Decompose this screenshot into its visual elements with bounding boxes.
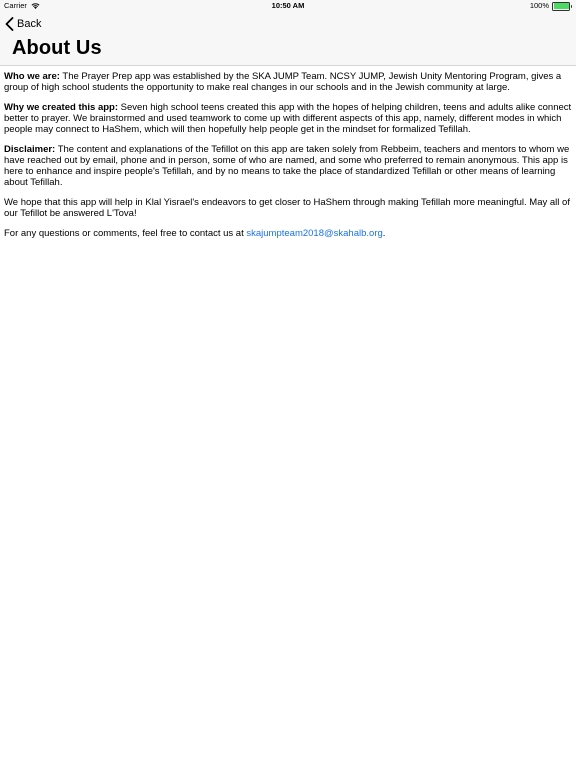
disclaimer-paragraph <box>4 144 572 188</box>
battery-fill <box>554 3 569 9</box>
why-created-paragraph <box>4 102 572 135</box>
status-bar <box>0 0 576 12</box>
battery-icon <box>552 2 572 11</box>
contact-prefix: For any questions or comments, feel free to contact us at <box>4 228 247 239</box>
contact-suffix: . <box>382 228 386 239</box>
disclaimer-label: Disclaimer: <box>4 144 56 155</box>
status-time: 10:50 AM <box>271 1 305 10</box>
who-we-are-text: The Prayer Prep app was established by the SKA JUMP Team. NCSY JUMP, Jewish Unity Mentoring Program, gives a group of high school students the opportunity to make real changes in our schools and in the Jewish community at large. <box>4 71 562 93</box>
page-title: About Us <box>12 37 102 59</box>
chevron-left-icon <box>5 17 14 31</box>
back-label: Back <box>17 17 42 30</box>
battery-percent: 100% <box>529 1 549 10</box>
hope-paragraph: We hope that this app will help in Klal Yisrael's endeavors to get closer to HaShem through making Tefillah more meaningful. May all of our Tefillot be answered L'Tova! <box>4 197 570 219</box>
contact-email-link[interactable]: skajumpteam2018@skahalb.org <box>246 228 383 239</box>
who-we-are-label: Who we are: <box>4 71 60 82</box>
who-we-are-paragraph <box>4 71 572 93</box>
why-created-label: Why we created this app: <box>4 102 119 113</box>
about-content <box>4 71 572 248</box>
why-created-text: Seven high school teens created this app with the hopes of helping children, teens and adults alike connect better to prayer. We brainstormed and used teamwork to come up with different aspects of this app, namely, different modes in which people may connect to HaShem, which will then hopefully help people get in the mindset for formalized Tefillah. <box>4 102 572 135</box>
disclaimer-text: The content and explanations of the Tefillot on this app are taken solely from Rebbeim, teachers and mentors to whom we have reached out by email, phone and in person, some of who are named, and some who preferred to remain anonymous. This app is here to enhance and inspire people's Tefillah, and by no means to take the place of standardized Tefillah or other means of learning about Tefillah. <box>4 144 570 188</box>
back-button[interactable] <box>5 15 41 32</box>
navigation-bar <box>0 12 576 66</box>
contact-paragraph <box>4 228 572 239</box>
carrier-label: Carrier <box>4 1 27 10</box>
status-right <box>530 0 572 12</box>
